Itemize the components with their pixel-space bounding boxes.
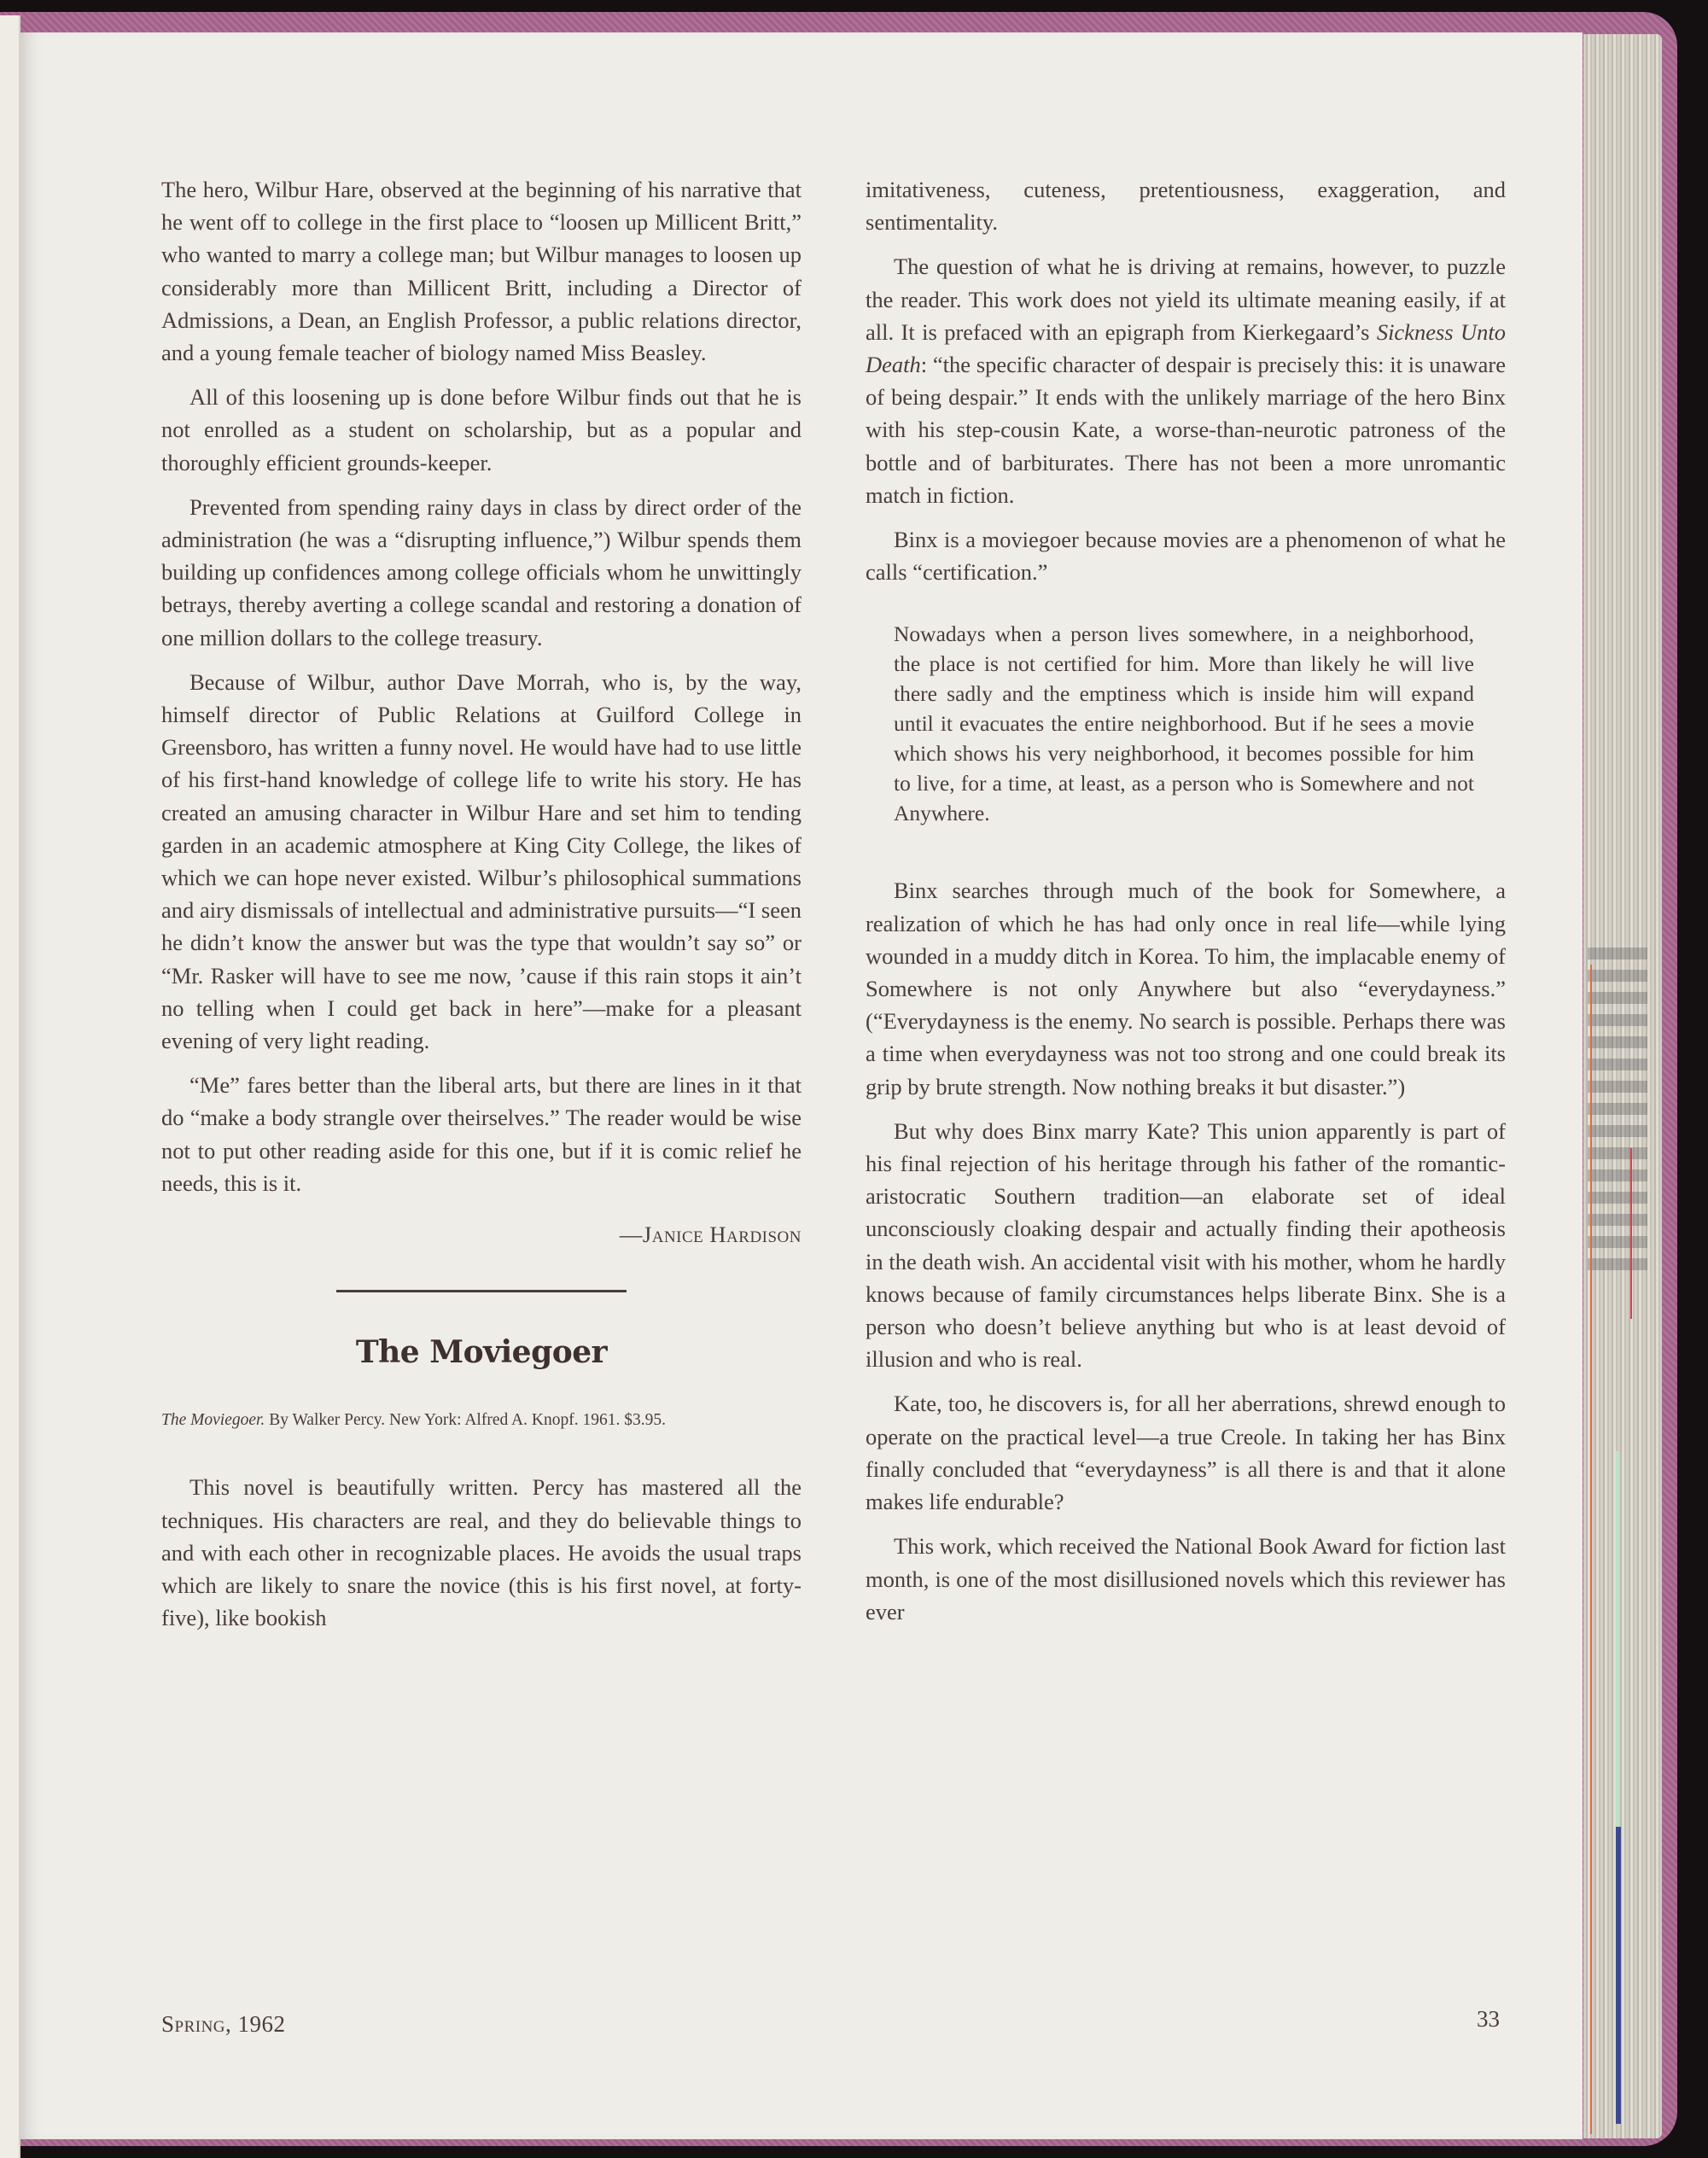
paragraph: The hero, Wilbur Hare, observed at the beginning of his narrative that he went off to college in the first place to “loosen up Millicent Britt,” who wanted to marry a college man; but Wilbur manages to loosen up considerably more than Millicent Britt, including a Director of Admissions, a Dean, an English Professor, a public relations director, and a young female teacher of biology named Miss Beasley. [161,177,802,366]
citation-details: By Walker Percy. New York: Alfred A. Knopf. 1961. $3.95. [265,1411,666,1430]
facing-page-edge [0,15,20,2158]
right-column [866,173,1506,1640]
block-quote: Nowadays when a person lives somewhere, in a neighborhood, the place is not certified for him. More than likely he will live there sadly and the emptiness which is inside him will expand until it evacuates the entire neighborhood. But if he sees a movie which shows his very neighborhood, it becomes possible for him to live, for a time, at least, as a person who is Somewhere and not Anywhere. [894,621,1474,826]
paragraph: All of this loosening up is done before Wilbur finds out that he is not enrolled as a student on scholarship, but as a popular and thoroughly efficient grounds-keeper. [161,384,802,475]
paragraph-text: : “the specific character of despair is precisely this: it is unaware of being despair.” It ends with the unlikely marriage of the hero Binx with his step-cousin Kate, a worse-than-neurotic patroness of the bottle and of barbiturates. There has not been a more unromantic match in fiction. [866,352,1506,508]
italic-book-title: Sickness Unto Death [866,318,1506,378]
book-page [20,32,1583,2139]
paragraph: This novel is beautifully written. Percy has mastered all the techniques. His characters are real, and they do believable things to and with each other in recognizable places. He avoids the usual traps which are likely to snare the novice (this is his first novel, at forty-five), like bookish [161,1474,802,1631]
paragraph-continuation: imitativeness, cuteness, pretentiousness, exaggeration, and sentimentality. [866,177,1506,236]
paragraph: “Me” fares better than the liberal arts, but there are lines in it that do “make a body strangle over theirselves.” The reader would be wise not to put other reading aside for this one, but if it is comic relief he needs, this is it. [161,1072,802,1196]
book-citation [161,1407,802,1433]
paragraph-text: The question of what he is driving at remains, however, to puzzle the reader. This work does not yield its ultimate meaning easily, if at all. It is prefaced with an epigraph from Kierkegaard’s [866,254,1506,345]
paragraph: Binx searches through much of the book for Somewhere, a realization of which he has had only once in real life—while lying wounded in a muddy ditch in Korea. To him, the implacable enemy of Somewhere is not only Anywhere but also “everydayness.” (“Everydayness is the enemy. No search is possible. Perhaps there was a time when everydayness was not too strong and one could break its grip by brute strength. Now nothing breaks it but disaster.”) [866,878,1506,1099]
page-edge-print-bleed [1588,948,1647,1272]
review-title: The Moviegoer [355,1334,608,1371]
paragraph [866,250,1506,511]
left-column [161,173,802,1646]
section-divider [336,1290,627,1292]
page-number: 33 [1477,2006,1500,2032]
citation-book-title: The Moviegoer. [161,1411,265,1430]
paragraph: Prevented from spending rainy days in class by direct order of the administration (he was a “disrupting influence,”) Wilbur spends them building up confidences among college officials whom he unwittingly betrays, thereby averting a college scandal and restoring a donation of one million dollars to the college treasury. [161,493,802,650]
page-edge-red-mark-short [1630,1148,1632,1319]
page-edge-red-mark [1590,965,1592,2134]
reviewer-signoff: —Janice Hardison [619,1222,802,1248]
paragraph: Binx is a moviegoer because movies are a phenomenon of what he calls “certification.” [866,527,1506,586]
issue-footer: Spring, 1962 [161,2011,286,2037]
paragraph: Because of Wilbur, author Dave Morrah, who is, by the way, himself director of Public Relations at Guilford College in Greensboro, has written a funny novel. He would have had to use little of his first-hand knowledge of college life to write his story. He has created an amusing character in Wilbur Hare and set him to tending garden in an academic atmosphere at King City College, the likes of which we can hope never existed. Wilbur’s philosophical summations and airy dismissals of intellectual and administrative pursuits—“I seen he didn’t know the answer but was the type that wouldn’t say so” or “Mr. Rasker will have to see me now, ’cause if this rain stops it ain’t no telling when I could get back in here”—make for a pleasant evening of very light reading. [161,668,802,1054]
page-edge-green-mark [1616,1451,1620,1827]
paragraph: This work, which received the National Book Award for fiction last month, is one of the most disillusioned novels which this reviewer has ever [866,1533,1506,1624]
page-edge-blue-mark [1616,1827,1621,2124]
paragraph: But why does Binx marry Kate? This union apparently is part of his final rejection of his heritage through his father of the romantic-aristocratic Southern tradition—an elaborate set of ideal unconsciously cloaking despair and actually finding their apotheosis in the death wish. An accidental visit with his mother, whom he hardly knows because of family circumstances helps liberate Binx. She is a person who doesn’t believe anything but who is at least devoid of illusion and who is real. [866,1117,1506,1373]
paragraph: Kate, too, he discovers is, for all her aberrations, shrewd enough to operate on the practical level—a true Creole. In taking her has Binx finally concluded that “everydayness” is all there is and that it alone makes life endurable? [866,1391,1506,1515]
